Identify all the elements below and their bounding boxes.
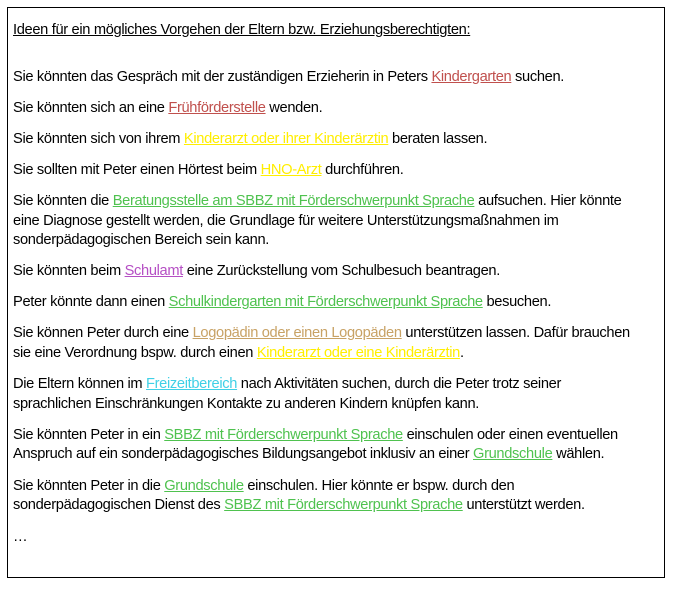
paragraph-text: Sie könnten beim: [13, 262, 125, 280]
paragraph-schulkindergarten: [13, 292, 640, 312]
link-logopaedin[interactable]: Logopädin oder einen Logopäden: [192, 324, 402, 342]
paragraph-logopaedie: [13, 323, 640, 362]
paragraph-kindergarten: [13, 67, 640, 87]
document-heading: [13, 20, 640, 40]
paragraph-hno-arzt: [13, 160, 640, 180]
link-sbbz-sprache[interactable]: SBBZ mit Förderschwerpunkt Sprache: [164, 425, 403, 443]
paragraph-text: Sie sollten mit Peter einen Hörtest beim: [13, 160, 261, 178]
paragraph-text: Sie könnten sich an eine: [13, 98, 169, 116]
paragraph-text: Sie können Peter durch eine: [13, 324, 193, 342]
link-schulamt[interactable]: Schulamt: [124, 262, 183, 280]
link-grundschule[interactable]: Grundschule: [473, 445, 553, 463]
link-grundschule[interactable]: Grundschule: [164, 476, 244, 494]
paragraph-text: wählen.: [552, 445, 605, 463]
paragraph-text: unterstützen lassen. Dafür brauchen sie eine Verordnung bspw. durch einen: [13, 324, 630, 362]
link-sbbz-sprache[interactable]: SBBZ mit Förderschwerpunkt Sprache: [224, 496, 463, 514]
ellipsis: …: [13, 527, 28, 545]
paragraph-sbbz-einschulung: [13, 425, 640, 464]
paragraph-text: unterstützt werden.: [462, 496, 585, 514]
link-kindergarten[interactable]: Kindergarten: [431, 67, 512, 85]
paragraph-text: Sie könnten die: [13, 191, 113, 209]
paragraph-text: beraten lassen.: [388, 129, 488, 147]
paragraph-text: besuchen.: [482, 293, 552, 311]
paragraph-beratungsstelle: [13, 191, 640, 250]
paragraph-text: .: [459, 344, 464, 362]
paragraph-schulamt: [13, 261, 640, 281]
paragraph-text: eine Zurückstellung vom Schulbesuch beantragen.: [182, 262, 500, 280]
link-fruehfoerderstelle[interactable]: Frühförderstelle: [168, 98, 266, 116]
link-kinderarzt-verordnung[interactable]: Kinderarzt oder eine Kinderärztin: [256, 344, 460, 362]
paragraph-text: einschulen oder einen eventuellen Anspruch auf ein sonderpädagogisches Bildungsangebot inklusiv an einer: [13, 425, 618, 463]
paragraph-freizeitbereich: [13, 374, 640, 413]
paragraph-text: Sie könnten das Gespräch mit der zuständigen Erzieherin in Peters: [13, 67, 432, 85]
paragraph-text: aufsuchen. Hier könnte eine Diagnose gestellt werden, die Grundlage für weitere Unterstützungsmaßnahmen im sonderpädagogischen Bereich sein kann.: [13, 191, 622, 249]
heading-text: Ideen für ein mögliches Vorgehen der Eltern bzw. Erziehungsberechtigten: [13, 21, 467, 38]
document-content: [13, 20, 640, 558]
paragraph-text: Sie könnten Peter in die: [13, 476, 165, 494]
paragraph-text: Peter könnte dann einen: [13, 293, 169, 311]
paragraph-text: Sie könnten Peter in ein: [13, 425, 165, 443]
paragraph-text: einschulen. Hier könnte er bspw. durch den sonderpädagogischen Dienst des: [13, 476, 515, 514]
paragraph-grundschule: [13, 476, 640, 515]
link-kinderarzt[interactable]: Kinderarzt oder ihrer Kinderärztin: [183, 129, 389, 147]
link-hno-arzt[interactable]: HNO-Arzt: [260, 160, 322, 178]
link-schulkindergarten[interactable]: Schulkindergarten mit Förderschwerpunkt Sprache: [168, 293, 483, 311]
paragraph-text: nach Aktivitäten suchen, durch die Peter trotz seiner sprachlichen Einschränkungen Kontakte zu anderen Kindern knüpfen kann.: [13, 375, 561, 412]
paragraph-text: suchen.: [511, 67, 565, 85]
heading-colon: :: [466, 21, 471, 38]
link-beratungsstelle-sbbz[interactable]: Beratungsstelle am SBBZ mit Förderschwerpunkt Sprache: [112, 191, 475, 209]
paragraph-kinderarzt: [13, 129, 640, 149]
paragraph-text: durchführen.: [321, 160, 404, 178]
paragraph-text: Die Eltern können im: [13, 375, 147, 393]
paragraph-fruehfoerderstelle: [13, 98, 640, 118]
link-freizeitbereich[interactable]: Freizeitbereich: [146, 375, 238, 393]
paragraph-text: wenden.: [265, 98, 323, 116]
paragraph-text: Sie könnten sich von ihrem: [13, 129, 184, 147]
